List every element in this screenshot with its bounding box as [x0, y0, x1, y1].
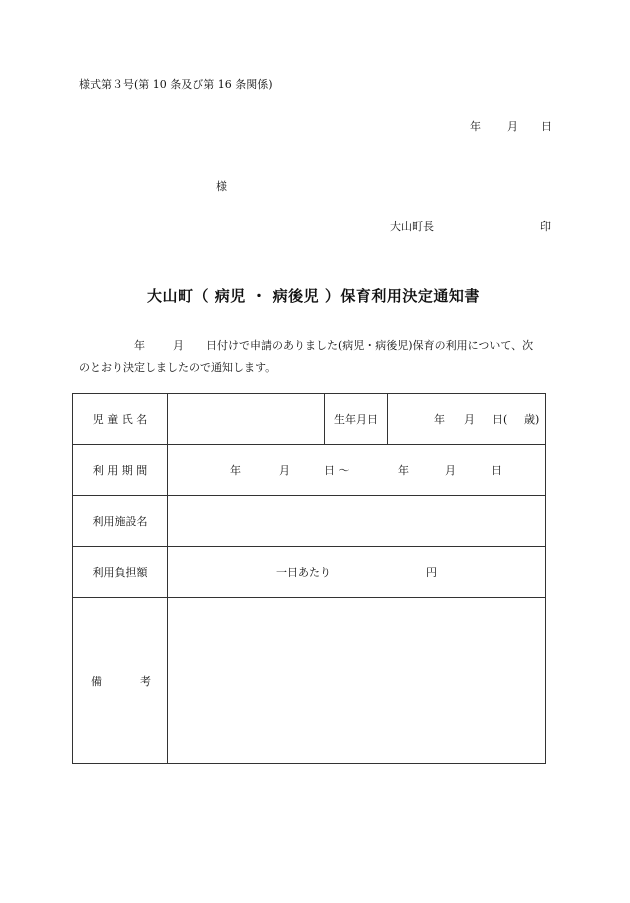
- fee-per-day: 一日あたり: [276, 566, 331, 579]
- child-name-label: 児 童 氏 名: [73, 394, 168, 445]
- body-text-line1: 日付けで申請のありました(病児・病後児)保育の利用について、次: [206, 339, 534, 352]
- period-label: 利 用 期 間: [73, 445, 168, 496]
- date-year: 年: [470, 120, 481, 133]
- period-value: [168, 445, 546, 496]
- period-month-end: 月: [445, 464, 456, 477]
- remarks-value: [168, 598, 546, 764]
- body-year: 年: [134, 339, 145, 352]
- document-title: 大山町（ 病児 ・ 病後児 ）保育利用決定通知書: [147, 287, 480, 305]
- period-month-start: 月: [279, 464, 290, 477]
- birth-date-label: 生年月日: [325, 394, 388, 445]
- body-month: 月: [173, 339, 184, 352]
- birth-date-value: [388, 394, 546, 445]
- fee-value: [168, 547, 546, 598]
- birth-age: 歳): [524, 413, 540, 426]
- form-number: 様式第３号(第 10 条及び第 16 条関係): [79, 78, 273, 91]
- fee-unit: 円: [426, 566, 437, 579]
- birth-day: 日(: [492, 413, 508, 426]
- remarks-label-char2: 考: [140, 674, 151, 688]
- seal-mark: 印: [540, 220, 551, 233]
- remarks-label-char1: 備: [91, 674, 102, 688]
- period-year-end: 年: [398, 464, 409, 477]
- birth-month: 月: [464, 413, 475, 426]
- body-text-line2: のとおり決定しましたので通知します。: [79, 361, 277, 374]
- period-day-end: 日: [491, 464, 502, 477]
- addressee-suffix: 様: [216, 180, 227, 193]
- child-name-value: [168, 394, 325, 445]
- remarks-label: [73, 598, 168, 764]
- period-day-start: 日 ～: [324, 464, 350, 477]
- date-day: 日: [541, 120, 552, 133]
- decision-table: [72, 393, 546, 764]
- period-year-start: 年: [230, 464, 241, 477]
- issuer-name: 大山町長: [390, 220, 434, 233]
- birth-year: 年: [434, 413, 445, 426]
- facility-value: [168, 496, 546, 547]
- facility-label: 利用施設名: [73, 496, 168, 547]
- date-month: 月: [507, 120, 518, 133]
- fee-label: 利用負担額: [73, 547, 168, 598]
